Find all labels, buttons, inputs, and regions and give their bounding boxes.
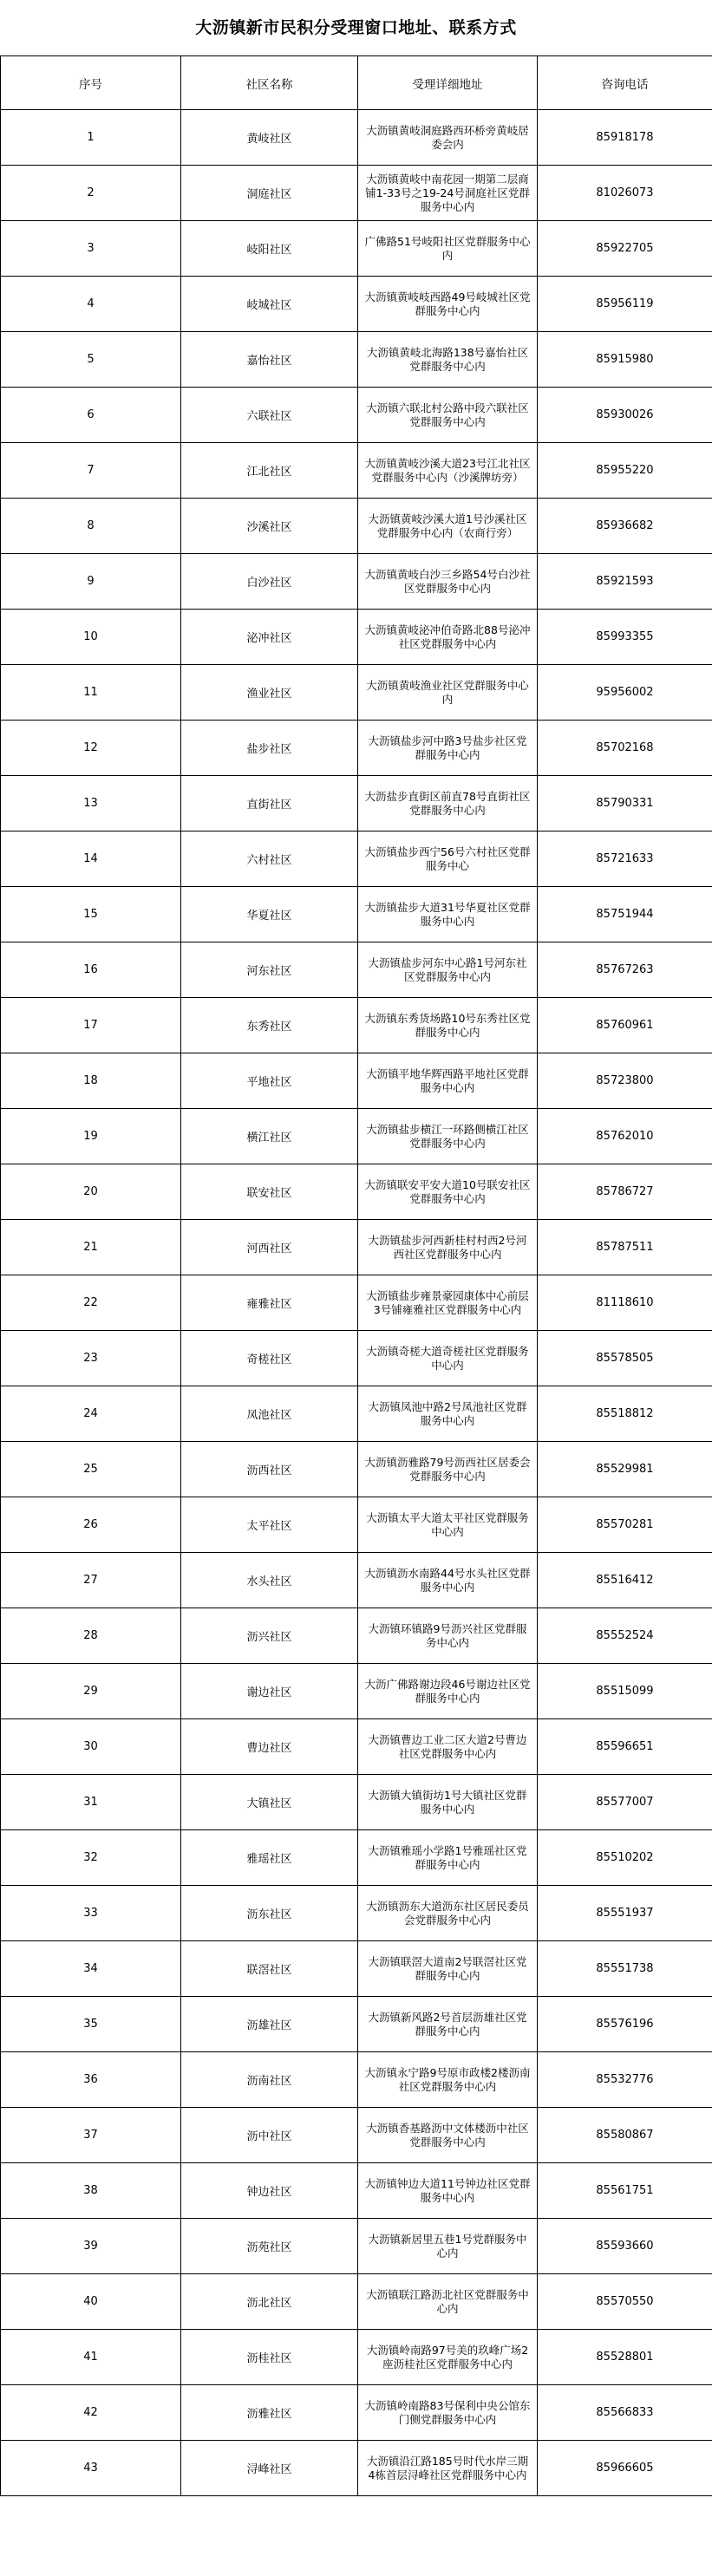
address: 大沥镇盐步西宁56号六村社区党群服务中心: [358, 831, 538, 887]
phone-number: 85561751: [538, 2163, 712, 2219]
phone-number: 85551738: [538, 1941, 712, 1997]
address: 大沥镇盐步河中路3号盐步社区党群服务中心内: [358, 721, 538, 776]
community-name: 六村社区: [181, 831, 358, 887]
address: 大沥镇黄岐中南花园一期第二层商铺1-33号之19-24号洞庭社区党群服务中心内: [358, 166, 538, 221]
row-number: 23: [1, 1331, 181, 1386]
address: 大沥镇大镇街坊1号大镇社区党群服务中心内: [358, 1775, 538, 1830]
table-row: [1, 1886, 712, 1941]
community-name: 联滘社区: [181, 1941, 358, 1997]
row-number: 3: [1, 221, 181, 277]
address: 大沥镇沥水南路44号水头社区党群服务中心内: [358, 1553, 538, 1608]
address: 大沥镇香基路沥中文体楼沥中社区党群服务中心内: [358, 2108, 538, 2163]
table-row: [1, 554, 712, 610]
community-name: 沥雅社区: [181, 2385, 358, 2441]
table-row: [1, 110, 712, 166]
phone-number: 85721633: [538, 831, 712, 887]
table-row: [1, 1497, 712, 1553]
community-name: 奇槎社区: [181, 1331, 358, 1386]
table-row: [1, 221, 712, 277]
community-name: 横江社区: [181, 1109, 358, 1164]
row-number: 25: [1, 1442, 181, 1497]
table-row: [1, 2274, 712, 2330]
address: 大沥镇黄岐沙溪大道1号沙溪社区党群服务中心内（农商行旁）: [358, 499, 538, 554]
row-number: 36: [1, 2052, 181, 2108]
row-number: 41: [1, 2330, 181, 2385]
table-row: [1, 388, 712, 443]
row-number: 32: [1, 1830, 181, 1886]
community-name: 直街社区: [181, 776, 358, 831]
table-row: [1, 887, 712, 942]
phone-number: 85956119: [538, 277, 712, 332]
table-row: [1, 1331, 712, 1386]
row-number: 24: [1, 1386, 181, 1442]
row-number: 28: [1, 1608, 181, 1664]
row-number: 35: [1, 1997, 181, 2052]
phone-number: 85516412: [538, 1553, 712, 1608]
address: 大沥镇沥雅路79号沥西社区居委会党群服务中心内: [358, 1442, 538, 1497]
community-name: 太平社区: [181, 1497, 358, 1553]
phone-number: 85723800: [538, 1053, 712, 1109]
address: 大沥镇盐步河西新桂村村西2号河西社区党群服务中心内: [358, 1220, 538, 1275]
community-name: 洞庭社区: [181, 166, 358, 221]
community-name: 华夏社区: [181, 887, 358, 942]
row-number: 27: [1, 1553, 181, 1608]
community-name: 嘉怡社区: [181, 332, 358, 388]
phone-number: 85786727: [538, 1164, 712, 1220]
phone-number: 85921593: [538, 554, 712, 610]
row-number: 6: [1, 388, 181, 443]
community-name: 岐城社区: [181, 277, 358, 332]
community-name: 雅瑶社区: [181, 1830, 358, 1886]
address: 大沥镇盐步大道31号华夏社区党群服务中心内: [358, 887, 538, 942]
phone-number: 85577007: [538, 1775, 712, 1830]
table-row: [1, 1220, 712, 1275]
row-number: 38: [1, 2163, 181, 2219]
address: 大沥镇盐步雍景豪园康体中心前层3号铺雍雅社区党群服务中心内: [358, 1275, 538, 1331]
phone-number: 85955220: [538, 443, 712, 499]
address: 大沥镇沥东大道沥东社区居民委员会党群服务中心内: [358, 1886, 538, 1941]
table-row: [1, 721, 712, 776]
community-name: 渔业社区: [181, 665, 358, 721]
header-phone: 咨询电话: [538, 56, 712, 110]
row-number: 17: [1, 998, 181, 1053]
phone-number: 95956002: [538, 665, 712, 721]
table-row: [1, 2108, 712, 2163]
phone-number: 85528801: [538, 2330, 712, 2385]
community-name: 泌冲社区: [181, 610, 358, 665]
address: 大沥镇盐步河东中心路1号河东社区党群服务中心内: [358, 942, 538, 998]
phone-number: 85915980: [538, 332, 712, 388]
phone-number: 85552524: [538, 1608, 712, 1664]
row-number: 9: [1, 554, 181, 610]
row-number: 31: [1, 1775, 181, 1830]
table-row: [1, 1941, 712, 1997]
table-body: [1, 110, 712, 2496]
table-row: [1, 2219, 712, 2274]
row-number: 29: [1, 1664, 181, 1719]
address: 大沥镇六联北村公路中段六联社区党群服务中心内: [358, 388, 538, 443]
row-number: 34: [1, 1941, 181, 1997]
row-number: 5: [1, 332, 181, 388]
community-name: 沥雄社区: [181, 1997, 358, 2052]
address: 大沥镇太平大道太平社区党群服务中心内: [358, 1497, 538, 1553]
row-number: 42: [1, 2385, 181, 2441]
phone-number: 85518812: [538, 1386, 712, 1442]
row-number: 26: [1, 1497, 181, 1553]
community-name: 联安社区: [181, 1164, 358, 1220]
phone-number: 85510202: [538, 1830, 712, 1886]
phone-number: 85787511: [538, 1220, 712, 1275]
address: 大沥镇联安平安大道10号联安社区党群服务中心内: [358, 1164, 538, 1220]
table-row: [1, 277, 712, 332]
community-name: 大镇社区: [181, 1775, 358, 1830]
community-name: 钟边社区: [181, 2163, 358, 2219]
phone-number: 85593660: [538, 2219, 712, 2274]
community-name: 水头社区: [181, 1553, 358, 1608]
phone-number: 85918178: [538, 110, 712, 166]
row-number: 30: [1, 1719, 181, 1775]
row-number: 1: [1, 110, 181, 166]
community-name: 沥北社区: [181, 2274, 358, 2330]
header-no: 序号: [1, 56, 181, 110]
row-number: 11: [1, 665, 181, 721]
community-name: 河东社区: [181, 942, 358, 998]
phone-number: 85760961: [538, 998, 712, 1053]
community-name: 平地社区: [181, 1053, 358, 1109]
community-name: 沥南社区: [181, 2052, 358, 2108]
table-row: [1, 942, 712, 998]
table-row: [1, 2330, 712, 2385]
address: 大沥镇永宁路9号原市政楼2楼沥南社区党群服务中心内: [358, 2052, 538, 2108]
phone-number: 85702168: [538, 721, 712, 776]
document-title: 大沥镇新市民积分受理窗口地址、联系方式: [195, 18, 517, 37]
phone-number: 85767263: [538, 942, 712, 998]
row-number: 14: [1, 831, 181, 887]
address: 大沥镇雅瑶小学路1号雅瑶社区党群服务中心内: [358, 1830, 538, 1886]
phone-number: 85529981: [538, 1442, 712, 1497]
address: 大沥镇黄岐岐西路49号岐城社区党群服务中心内: [358, 277, 538, 332]
phone-number: 85790331: [538, 776, 712, 831]
table-row: [1, 665, 712, 721]
community-name: 河西社区: [181, 1220, 358, 1275]
phone-number: 81026073: [538, 166, 712, 221]
row-number: 20: [1, 1164, 181, 1220]
address: 大沥镇黄岐渔业社区党群服务中心内: [358, 665, 538, 721]
row-number: 33: [1, 1886, 181, 1941]
row-number: 39: [1, 2219, 181, 2274]
community-name: 盐步社区: [181, 721, 358, 776]
table-row: [1, 610, 712, 665]
address: 大沥镇岭南路97号美的玖峰广场2座沥桂社区党群服务中心内: [358, 2330, 538, 2385]
table-row: [1, 1442, 712, 1497]
address: 大沥镇黄岐洞庭路西环桥旁黄岐居委会内: [358, 110, 538, 166]
table-row: [1, 776, 712, 831]
address: 大沥镇奇槎大道奇槎社区党群服务中心内: [358, 1331, 538, 1386]
address: 大沥镇黄岐白沙三乡路54号白沙社区党群服务中心内: [358, 554, 538, 610]
community-name: 岐阳社区: [181, 221, 358, 277]
community-name: 凤池社区: [181, 1386, 358, 1442]
address: 大沥镇曹边工业二区大道2号曹边社区党群服务中心内: [358, 1719, 538, 1775]
table-row: [1, 1997, 712, 2052]
address: 大沥镇凤池中路2号凤池社区党群服务中心内: [358, 1386, 538, 1442]
address: 大沥镇黄岐沙溪大道23号江北社区党群服务中心内（沙溪牌坊旁）: [358, 443, 538, 499]
community-name: 沥桂社区: [181, 2330, 358, 2385]
phone-number: 85751944: [538, 887, 712, 942]
phone-number: 85930026: [538, 388, 712, 443]
community-name: 沥东社区: [181, 1886, 358, 1941]
phone-number: 85532776: [538, 2052, 712, 2108]
table-row: [1, 1719, 712, 1775]
row-number: 37: [1, 2108, 181, 2163]
address: 大沥镇平地华辉西路平地社区党群服务中心内: [358, 1053, 538, 1109]
phone-number: 85966605: [538, 2441, 712, 2496]
row-number: 21: [1, 1220, 181, 1275]
community-name: 谢边社区: [181, 1664, 358, 1719]
table-row: [1, 1109, 712, 1164]
community-name: 白沙社区: [181, 554, 358, 610]
phone-number: 85578505: [538, 1331, 712, 1386]
row-number: 7: [1, 443, 181, 499]
address: 大沥镇东秀货场路10号东秀社区党群服务中心内: [358, 998, 538, 1053]
community-name: 曹边社区: [181, 1719, 358, 1775]
address: 大沥盐步直街区前直78号直街社区党群服务中心内: [358, 776, 538, 831]
phone-number: 85570550: [538, 2274, 712, 2330]
community-name: 沥中社区: [181, 2108, 358, 2163]
address: 大沥镇联滘大道南2号联滘社区党群服务中心内: [358, 1941, 538, 1997]
table-row: [1, 1608, 712, 1664]
phone-number: 85922705: [538, 221, 712, 277]
row-number: 12: [1, 721, 181, 776]
row-number: 8: [1, 499, 181, 554]
address: 大沥镇环镇路9号沥兴社区党群服务中心内: [358, 1608, 538, 1664]
community-name: 江北社区: [181, 443, 358, 499]
table-row: [1, 831, 712, 887]
header-community: 社区名称: [181, 56, 358, 110]
phone-number: 85596651: [538, 1719, 712, 1775]
phone-number: 85566833: [538, 2385, 712, 2441]
address: 大沥镇岭南路83号保利中央公馆东门侧党群服务中心内: [358, 2385, 538, 2441]
community-name: 沥兴社区: [181, 1608, 358, 1664]
table-row: [1, 1775, 712, 1830]
table-row: [1, 2441, 712, 2496]
phone-number: 85993355: [538, 610, 712, 665]
address: 广佛路51号岐阳社区党群服务中心内: [358, 221, 538, 277]
address: 大沥镇新风路2号首层沥雄社区党群服务中心内: [358, 1997, 538, 2052]
table-row: [1, 1164, 712, 1220]
table-row: [1, 1053, 712, 1109]
phone-number: 85576196: [538, 1997, 712, 2052]
table-row: [1, 998, 712, 1053]
address: 大沥镇钟边大道11号钟边社区党群服务中心内: [358, 2163, 538, 2219]
address: 大沥镇沿江路185号时代水岸三期4栋首层浔峰社区党群服务中心内: [358, 2441, 538, 2496]
table-row: [1, 1830, 712, 1886]
address: 大沥镇盐步横江一环路侧横江社区党群服务中心内: [358, 1109, 538, 1164]
row-number: 13: [1, 776, 181, 831]
table-row: [1, 499, 712, 554]
table-row: [1, 1386, 712, 1442]
phone-number: 85936682: [538, 499, 712, 554]
row-number: 22: [1, 1275, 181, 1331]
header-address: 受理详细地址: [358, 56, 538, 110]
table-row: [1, 443, 712, 499]
phone-number: 85762010: [538, 1109, 712, 1164]
table-header: [1, 56, 712, 110]
table-row: [1, 2385, 712, 2441]
address: 大沥镇新居里五巷1号党群服务中心内: [358, 2219, 538, 2274]
row-number: 43: [1, 2441, 181, 2496]
row-number: 16: [1, 942, 181, 998]
contact-table: [0, 55, 712, 2496]
phone-number: 85551937: [538, 1886, 712, 1941]
row-number: 19: [1, 1109, 181, 1164]
header-row: [1, 56, 712, 110]
community-name: 雍雅社区: [181, 1275, 358, 1331]
row-number: 15: [1, 887, 181, 942]
row-number: 2: [1, 166, 181, 221]
table-row: [1, 2163, 712, 2219]
community-name: 六联社区: [181, 388, 358, 443]
row-number: 40: [1, 2274, 181, 2330]
row-number: 4: [1, 277, 181, 332]
community-name: 浔峰社区: [181, 2441, 358, 2496]
address: 大沥镇联江路沥北社区党群服务中心内: [358, 2274, 538, 2330]
community-name: 沥苑社区: [181, 2219, 358, 2274]
phone-number: 81118610: [538, 1275, 712, 1331]
phone-number: 85515099: [538, 1664, 712, 1719]
phone-number: 85570281: [538, 1497, 712, 1553]
table-row: [1, 166, 712, 221]
address: 大沥镇黄岐北海路138号嘉怡社区党群服务中心内: [358, 332, 538, 388]
table-row: [1, 1275, 712, 1331]
table-row: [1, 1664, 712, 1719]
row-number: 18: [1, 1053, 181, 1109]
row-number: 10: [1, 610, 181, 665]
community-name: 沙溪社区: [181, 499, 358, 554]
table-row: [1, 2052, 712, 2108]
table-row: [1, 1553, 712, 1608]
address: 大沥广佛路谢边段46号谢边社区党群服务中心内: [358, 1664, 538, 1719]
community-name: 沥西社区: [181, 1442, 358, 1497]
community-name: 东秀社区: [181, 998, 358, 1053]
phone-number: 85580867: [538, 2108, 712, 2163]
community-name: 黄岐社区: [181, 110, 358, 166]
address: 大沥镇黄岐泌冲伯奇路北88号泌冲社区党群服务中心内: [358, 610, 538, 665]
table-row: [1, 332, 712, 388]
